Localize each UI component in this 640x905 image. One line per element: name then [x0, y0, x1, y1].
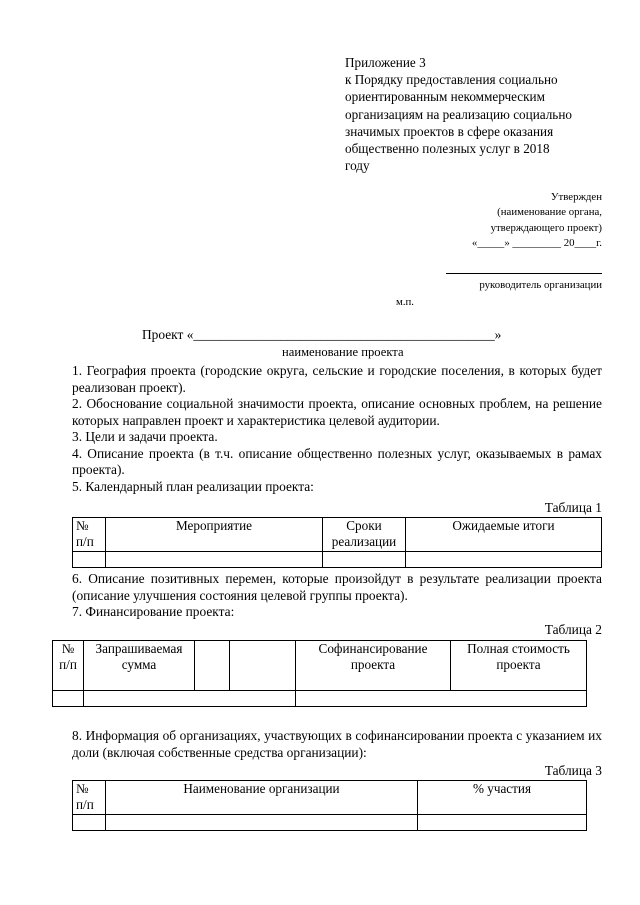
section-8: 8. Информация об организациях, участвующих в софинансировании проекта с указанием их доли (включая собственные средства организации): — [72, 728, 602, 760]
table3-cell — [73, 815, 106, 831]
section-7: 7. Финансирование проекта: — [72, 604, 235, 619]
table3-header-organization: Наименование организации — [106, 781, 418, 815]
table2-header-requested-sum: Запрашиваемая сумма — [84, 641, 195, 691]
table2-financing — [52, 640, 587, 707]
project-title-caption: наименование проекта — [282, 345, 404, 359]
table2-cell — [84, 691, 296, 707]
table3-cell — [106, 815, 418, 831]
project-title: Проект «_____________________________________________» — [142, 327, 502, 342]
table2-cell — [296, 691, 587, 707]
approval-authority: (наименование органа, — [497, 206, 602, 219]
signature-caption: руководитель организации — [479, 279, 602, 291]
section-6: 6. Описание позитивных перемен, которые произойдут в результате реализации проекта (описание улучшения состояния целевой группы проекта). — [72, 571, 602, 603]
table3-cell — [418, 815, 587, 831]
table1-header-event: Мероприятие — [106, 518, 323, 552]
section-1: 1. География проекта (городские округа, сельские и городские поселения, в которых будет реализован проект). — [72, 363, 602, 395]
signature-line — [446, 273, 602, 274]
table2-header-cofinancing: Софинансирование проекта — [296, 641, 451, 691]
appendix-line: организациям на реализацию социально — [345, 106, 572, 122]
section-4: 4. Описание проекта (в т.ч. описание общественно полезных услуг, оказываемых в рамах проекта). — [72, 445, 602, 477]
table2-header-number: № п/п — [53, 641, 84, 691]
stamp-place: м.п. — [396, 296, 415, 308]
table1-header-number: № п/п — [73, 518, 106, 552]
section-3: 3. Цели и задачи проекта. — [72, 429, 218, 444]
section-2: 2. Обоснование социальной значимости проекта, описание основных проблем, на решение которых направлен проект и характеристика целевой аудитории. — [72, 396, 602, 428]
table2-header-total-cost: Полная стоимость проекта — [451, 641, 587, 691]
table1-header-results: Ожидаемые итоги — [406, 518, 602, 552]
appendix-line: ориентированным некоммерческим — [345, 89, 545, 105]
table1-cell — [406, 552, 602, 568]
table3-header-share: % участия — [418, 781, 587, 815]
table2-header-blank-2 — [230, 641, 296, 691]
appendix-line: к Порядку предоставления социально — [345, 72, 558, 88]
sections-1-5 — [72, 363, 602, 495]
approval-authority-2: утверждающего проект) — [490, 221, 602, 234]
table2-cell — [53, 691, 84, 707]
section-5: 5. Календарный план реализации проекта: — [72, 478, 314, 494]
approval-block — [472, 190, 602, 252]
sections-6-7 — [72, 571, 602, 621]
appendix-header — [345, 54, 615, 174]
table1-cell — [106, 552, 323, 568]
section-8-block — [72, 728, 602, 761]
appendix-line: общественно полезных услуг в 2018 — [345, 141, 550, 157]
appendix-line: значимых проектов в сфере оказания — [345, 123, 554, 139]
table2-header-blank-1 — [195, 641, 230, 691]
appendix-line: году — [345, 158, 370, 174]
approval-title: Утвержден — [550, 191, 602, 203]
table3-header-number: № п/п — [73, 781, 106, 815]
table1-label: Таблица 1 — [544, 500, 602, 515]
approval-date-line: «_____» _________ 20____г. — [471, 237, 602, 250]
table3-cofinancing-organizations — [72, 780, 587, 831]
table3-label: Таблица 3 — [544, 763, 602, 778]
table1-cell — [323, 552, 406, 568]
table1-cell — [73, 552, 106, 568]
table1-header-terms: Сроки реализации — [323, 518, 406, 552]
appendix-line: Приложение 3 — [345, 55, 426, 70]
table2-label: Таблица 2 — [544, 622, 602, 637]
table1-calendar-plan — [72, 517, 602, 568]
